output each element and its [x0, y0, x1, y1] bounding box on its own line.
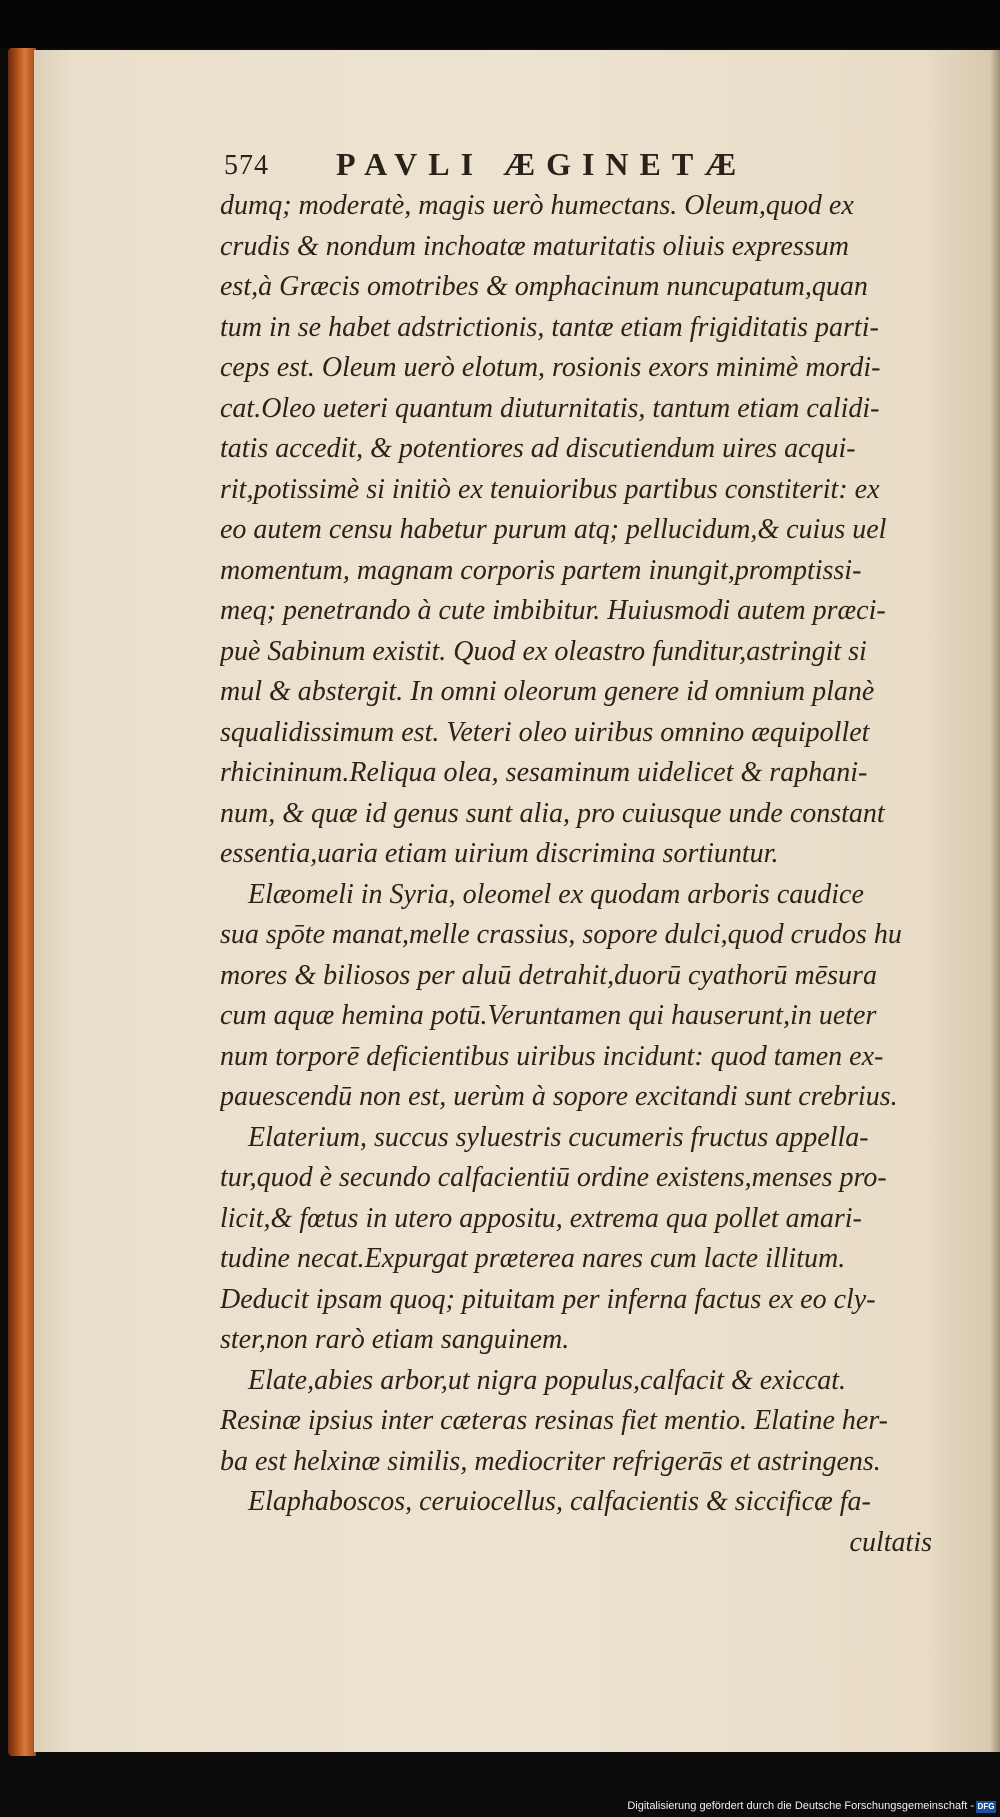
text-line: pauescendū non est, uerùm à sopore excitandi sunt crebrius.: [220, 1081, 898, 1112]
text-line: est,à Græcis omotribes & omphacinum nuncupatum,quan: [220, 271, 868, 302]
scan-top-shadow: [0, 0, 1000, 48]
text-line: momentum, magnam corporis partem inungit,promptissi-: [220, 554, 862, 586]
body-text: [220, 186, 938, 1563]
text-line: num, & quæ id genus sunt alia, pro cuiusque unde constant: [220, 797, 885, 829]
text-line: cat.Oleo ueteri quantum diuturnitatis, tantum etiam calidi-: [220, 392, 880, 424]
text-line: Resinæ ipsius inter cæteras resinas fiet mentio. Elatine her-: [220, 1405, 889, 1436]
dfg-logo: DFG: [977, 1802, 995, 1811]
text-line: sua spōte manat,melle crassius, sopore dulci,quod crudos hu: [220, 919, 902, 950]
text-line: tum in se habet adstrictionis, tantæ etiam frigiditatis parti-: [220, 311, 879, 343]
text-line: rit,potissimè si initiò ex tenuioribus partibus constiterit: ex: [220, 473, 880, 505]
text-line: mul & abstergit. In omni oleorum genere id omnium planè: [220, 676, 875, 707]
page-number: 574: [224, 150, 269, 181]
text-line: puè Sabinum existit. Quod ex oleastro funditur,astringit si: [220, 635, 867, 667]
entry-start-line: Elate,abies arbor,ut nigra populus,calfacit & exiccat.: [248, 1364, 847, 1396]
entry-start-line: Elaterium, succus syluestris cucumeris fructus appella-: [248, 1121, 869, 1153]
text-line: eo autem censu habetur purum atq; pellucidum,& cuius uel: [220, 514, 887, 545]
text-line: tatis accedit, & potentiores ad discutiendum uires acqui-: [220, 433, 856, 464]
text-line: tudine necat.Expurgat præterea nares cum lacte illitum.: [220, 1243, 846, 1274]
text-line: dumq; moderatè, magis uerò humectans. Oleum,quod ex: [220, 190, 854, 221]
text-line: num torporē deficientibus uiribus incidunt: quod tamen ex-: [220, 1040, 884, 1072]
text-line: ceps est. Oleum uerò elotum, rosionis exors minimè mordi-: [220, 352, 881, 383]
text-line: rhicininum.Reliqua olea, sesaminum uidelicet & raphani-: [220, 757, 868, 788]
text-line: ba est helxinæ similis, mediocriter refrigerās et astringens.: [220, 1445, 881, 1477]
text-line: squalidissimum est. Veteri oleo uiribus omnino æquipollet: [220, 716, 870, 748]
text-line: meq; penetrando à cute imbibitur. Huiusmodi autem præci-: [220, 595, 886, 626]
entry-start-line: Elæomeli in Syria, oleomel ex quodam arboris caudice: [248, 878, 864, 910]
text-line: crudis & nondum inchoatæ maturitatis oliuis expressum: [220, 230, 849, 262]
book-fore-edge: [8, 48, 36, 1756]
digitization-credit: Digitalisierung gefördert durch die Deutsche Forschungsgemeinschaft -: [627, 1800, 974, 1812]
text-line: tur,quod è secundo calfacientiū ordine existens,menses pro-: [220, 1162, 887, 1193]
running-title: PAVLI ÆGINETÆ: [336, 146, 748, 182]
text-line: Deducit ipsam quoq; pituitam per inferna factus ex eo cly-: [220, 1283, 876, 1315]
entry-start-line: Elaphaboscos, ceruiocellus, calfacientis & siccificæ fa-: [248, 1486, 871, 1517]
text-line: mores & biliosos per aluū detrahit,duorū cyathorū mēsura: [220, 959, 877, 991]
text-line: licit,& fœtus in utero appositu, extrema qua pollet amari-: [220, 1202, 862, 1234]
running-head: [224, 146, 864, 190]
text-line: cum aquæ hemina potū.Veruntamen qui hauserunt,in ueter: [220, 1000, 877, 1031]
text-line: ster,non rarò etiam sanguinem.: [220, 1324, 570, 1355]
catchword: cultatis: [849, 1526, 932, 1558]
text-line: essentia,uaria etiam uirium discrimina sortiuntur.: [220, 838, 779, 869]
